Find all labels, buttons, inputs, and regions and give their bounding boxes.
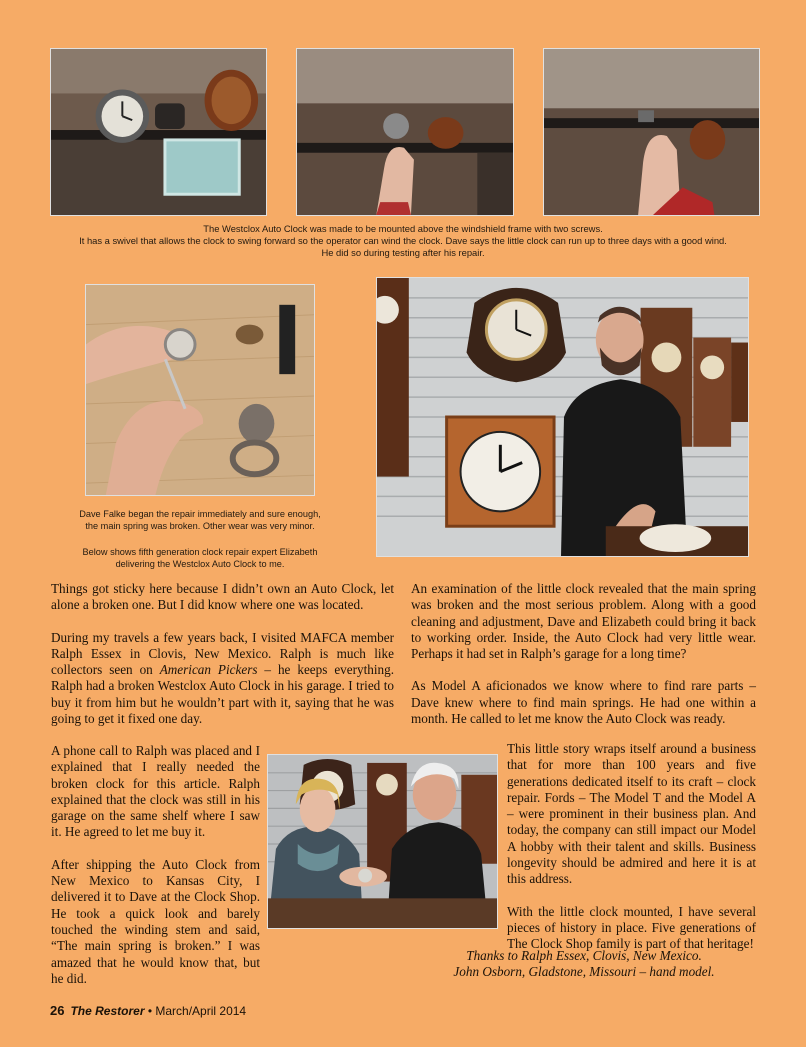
- top-photo-caption: [30, 223, 776, 260]
- caption-line: Dave Falke began the repair immediately and sure enough,: [79, 509, 321, 519]
- photo-repair-hands: [85, 284, 315, 496]
- page-number: 26: [50, 1003, 65, 1018]
- credits: [410, 948, 758, 981]
- caption-line: It has a swivel that allows the clock to swing forward so the operator can wind the clock. Dave says the little clock can run up to three days with a good wind.: [79, 235, 727, 247]
- caption-line: Below shows fifth generation clock repair expert Elizabeth: [82, 547, 318, 557]
- caption-line: He did so during testing after his repair.: [321, 247, 485, 259]
- page-footer: [50, 1003, 246, 1018]
- paragraph-text: During my travels a few years back, I visited MAFCA member Ralph Essex in Clovis, New Mexico. Ralph is much like collectors seen on: [51, 629, 394, 678]
- tv-show-title: American Pickers: [159, 662, 258, 678]
- column-left-lower: [51, 743, 260, 987]
- photo-elizabeth-delivering-clock: [267, 754, 498, 929]
- photo-clock-mounted: [50, 48, 267, 216]
- paragraph: This little story wraps itself around a business that for more than 100 years and five generations dedicated itself to its craft – clock repair. Fords – The Model T and the Model A – were prominent in their business plan. And today, the company can still impact our Model A hobby with their talent and skills. Business longevity should be admired and here it is at this address.: [507, 741, 756, 887]
- paragraph: An examination of the little clock revealed that the main spring was broken and the most serious problem. Along with a good cleaning and adjustment, Dave and Elizabeth could bring it back to working order. Inside, the Auto Clock had very little wear. Perhaps it had set in Ralph’s garage for a long time?: [411, 581, 756, 662]
- paragraph: A phone call to Ralph was placed and I explained that I really needed the broken clock for this article. Ralph explained that the clock was still in his garage on the same shelf where I saw it. He agreed to let me buy it.: [51, 743, 260, 840]
- column-left-upper: [51, 581, 394, 727]
- credit-line: John Osborn, Gladstone, Missouri – hand model.: [453, 964, 715, 980]
- paragraph: Things got sticky here because I didn’t own an Auto Clock, let alone a broken one. But I did know where one was located.: [51, 581, 394, 613]
- photo-clock-swivel: [296, 48, 514, 216]
- column-right-upper: [411, 581, 756, 727]
- caption-line: the main spring was broken. Other wear was very minor.: [85, 521, 315, 532]
- paragraph: [51, 630, 394, 728]
- column-right-lower: [507, 741, 756, 953]
- paragraph: With the little clock mounted, I have several pieces of history in place. Five generations of The Clock Shop family is part of that heritage!: [507, 903, 756, 952]
- caption-line: delivering the Westclox Auto Clock to me.: [115, 559, 285, 570]
- photo-clock-winding: [543, 48, 760, 216]
- caption-line: The Westclox Auto Clock was made to be mounted above the windshield frame with two screws.: [203, 223, 603, 234]
- publication-name: The Restorer: [70, 1004, 145, 1018]
- issue-date: March/April 2014: [155, 1004, 247, 1018]
- paragraph: After shipping the Auto Clock from New Mexico to Kansas City, I delivered it to Dave at the Clock Shop. He took a quick look and barely touched the winding stem and said, “The main spring is broken.” I was amazed that he would know that, but he did.: [51, 856, 260, 986]
- repair-caption: [65, 508, 335, 532]
- photo-dave-clock-shop: [376, 277, 749, 557]
- footer-separator: •: [144, 1004, 156, 1018]
- credit-line: Thanks to Ralph Essex, Clovis, New Mexico.: [466, 948, 702, 963]
- paragraph: As Model A aficionados we know where to find rare parts – Dave knew where to find main springs. He had one within a month. He called to let me know the Auto Clock was ready.: [411, 678, 756, 727]
- paragraph-text: – he keeps everything. Ralph had a broken Westclox Auto Clock in his garage. I tried to buy it from him but he wouldn’t part with it, saying that he was going to get it fixed one day.: [51, 662, 395, 727]
- elizabeth-caption: [65, 546, 335, 570]
